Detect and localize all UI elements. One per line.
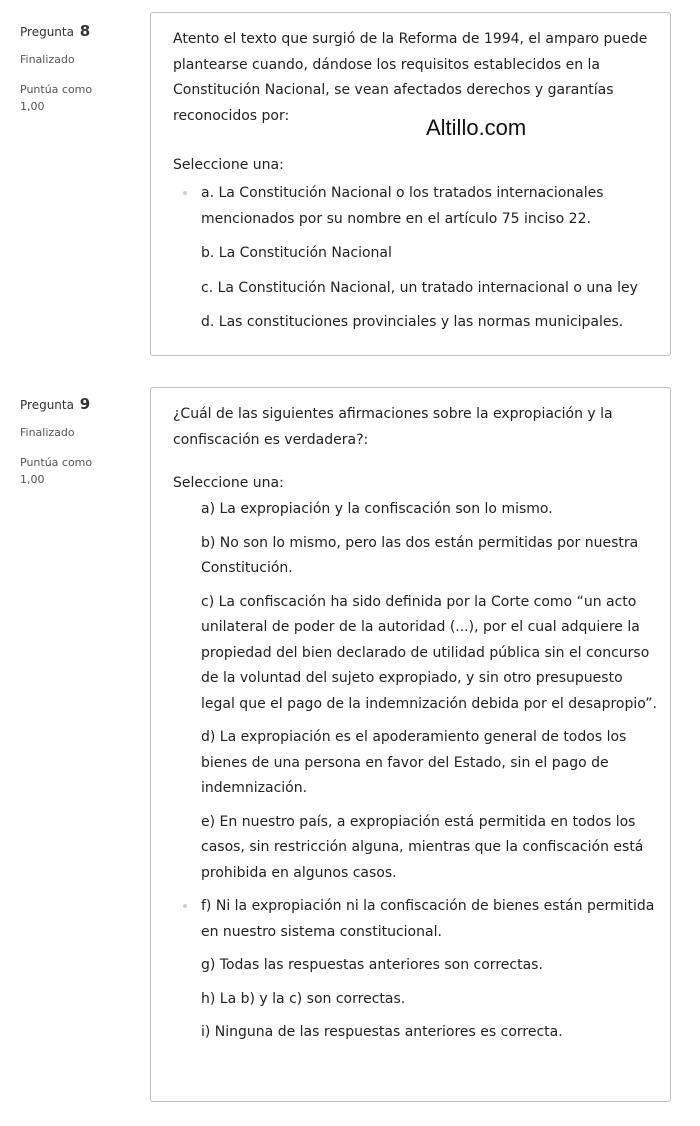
answer-option-label: h) La b) y la c) son correctas. <box>201 990 406 1007</box>
answer-option-b[interactable] <box>173 241 660 267</box>
question-info <box>20 397 140 488</box>
question-number-value: 8 <box>79 22 91 40</box>
answer-option-label: a. La Constitución Nacional o los tratados internacionales mencionados por su nombre en el artículo 75 inciso 22. <box>201 185 604 227</box>
question-info <box>20 24 140 115</box>
answer-option-label: d. Las constituciones provinciales y las normas municipales. <box>201 314 624 330</box>
answer-option-label: e) En nuestro país, a expropiación está permitida en todos los casos, sin restricción alguna, mientras que la confiscación está prohibida en algunos casos. <box>201 813 644 881</box>
answer-option-d[interactable] <box>173 725 660 802</box>
watermark: Altillo.com <box>426 115 527 140</box>
answer-option-label: b. La Constitución Nacional <box>201 245 392 261</box>
question-label: Pregunta <box>20 398 74 412</box>
answer-option-label: f) Ni la expropiación ni la confiscación de bienes están permitida en nuestro sistema constitucional. <box>201 898 655 940</box>
answer-option-a[interactable] <box>173 181 660 232</box>
answer-option-label: a) La expropiación y la confiscación son lo mismo. <box>201 501 553 517</box>
answer-prompt: Seleccione una: <box>173 157 284 173</box>
question-grade: Puntúa como 1,00 <box>20 83 93 113</box>
answer-option-g[interactable] <box>173 953 660 979</box>
answer-option-c[interactable] <box>173 276 660 302</box>
radio-icon[interactable] <box>183 904 187 908</box>
question-state: Finalizado <box>20 426 75 439</box>
answer-list <box>173 497 660 1046</box>
question-label: Pregunta <box>20 25 74 39</box>
answer-option-label: d) La expropiación es el apoderamiento general de todos los bienes de una persona en favor del Estado, sin el pago de indemnización. <box>201 729 627 796</box>
answer-prompt: Seleccione una: <box>173 475 284 491</box>
question-state: Finalizado <box>20 53 75 66</box>
answer-option-d[interactable] <box>173 310 660 336</box>
answer-option-label: c) La confiscación ha sido definida por la Corte como “un acto unilateral de poder de la autoridad (...), por el cual adquiere la propiedad del bien declarado de utilidad pública sin el concurso de la voluntad del sujeto expropiado, y sin otro presupuesto legal que el pago de la indemnización debida por el desapropio”. <box>201 593 658 712</box>
question-number-value: 9 <box>79 395 91 413</box>
question-number <box>20 397 140 412</box>
answer-option-a[interactable] <box>173 497 660 523</box>
question-content-box <box>150 12 671 356</box>
answer-option-f[interactable] <box>173 894 660 945</box>
answer-option-label: i) Ninguna de las respuestas anteriores es correcta. <box>201 1024 563 1040</box>
question-text: ¿Cuál de las siguientes afirmaciones sobre la expropiación y la confiscación es verdadera?: <box>173 406 613 448</box>
radio-icon[interactable] <box>183 191 187 195</box>
answer-option-h[interactable] <box>173 987 660 1013</box>
answer-option-label: g) Todas las respuestas anteriores son correctas. <box>201 957 543 973</box>
answer-option-b[interactable] <box>173 531 660 582</box>
answer-option-e[interactable] <box>173 810 660 887</box>
answer-list <box>173 181 660 336</box>
answer-option-label: b) No son lo mismo, pero las dos están permitidas por nuestra Constitución. <box>201 534 639 576</box>
answer-option-c[interactable] <box>173 590 660 718</box>
question-number <box>20 24 140 39</box>
question-content-box <box>150 387 671 1102</box>
question-text: Atento el texto que surgió de la Reforma de 1994, el amparo puede plantearse cuando, dándose los requisitos establecidos en la Constitución Nacional, se vean afectados derechos y garantías reconocidos por: <box>173 31 648 124</box>
answer-option-i[interactable] <box>173 1020 660 1046</box>
question-grade: Puntúa como 1,00 <box>20 456 93 486</box>
answer-option-label: c. La Constitución Nacional, un tratado internacional o una ley <box>201 279 638 296</box>
